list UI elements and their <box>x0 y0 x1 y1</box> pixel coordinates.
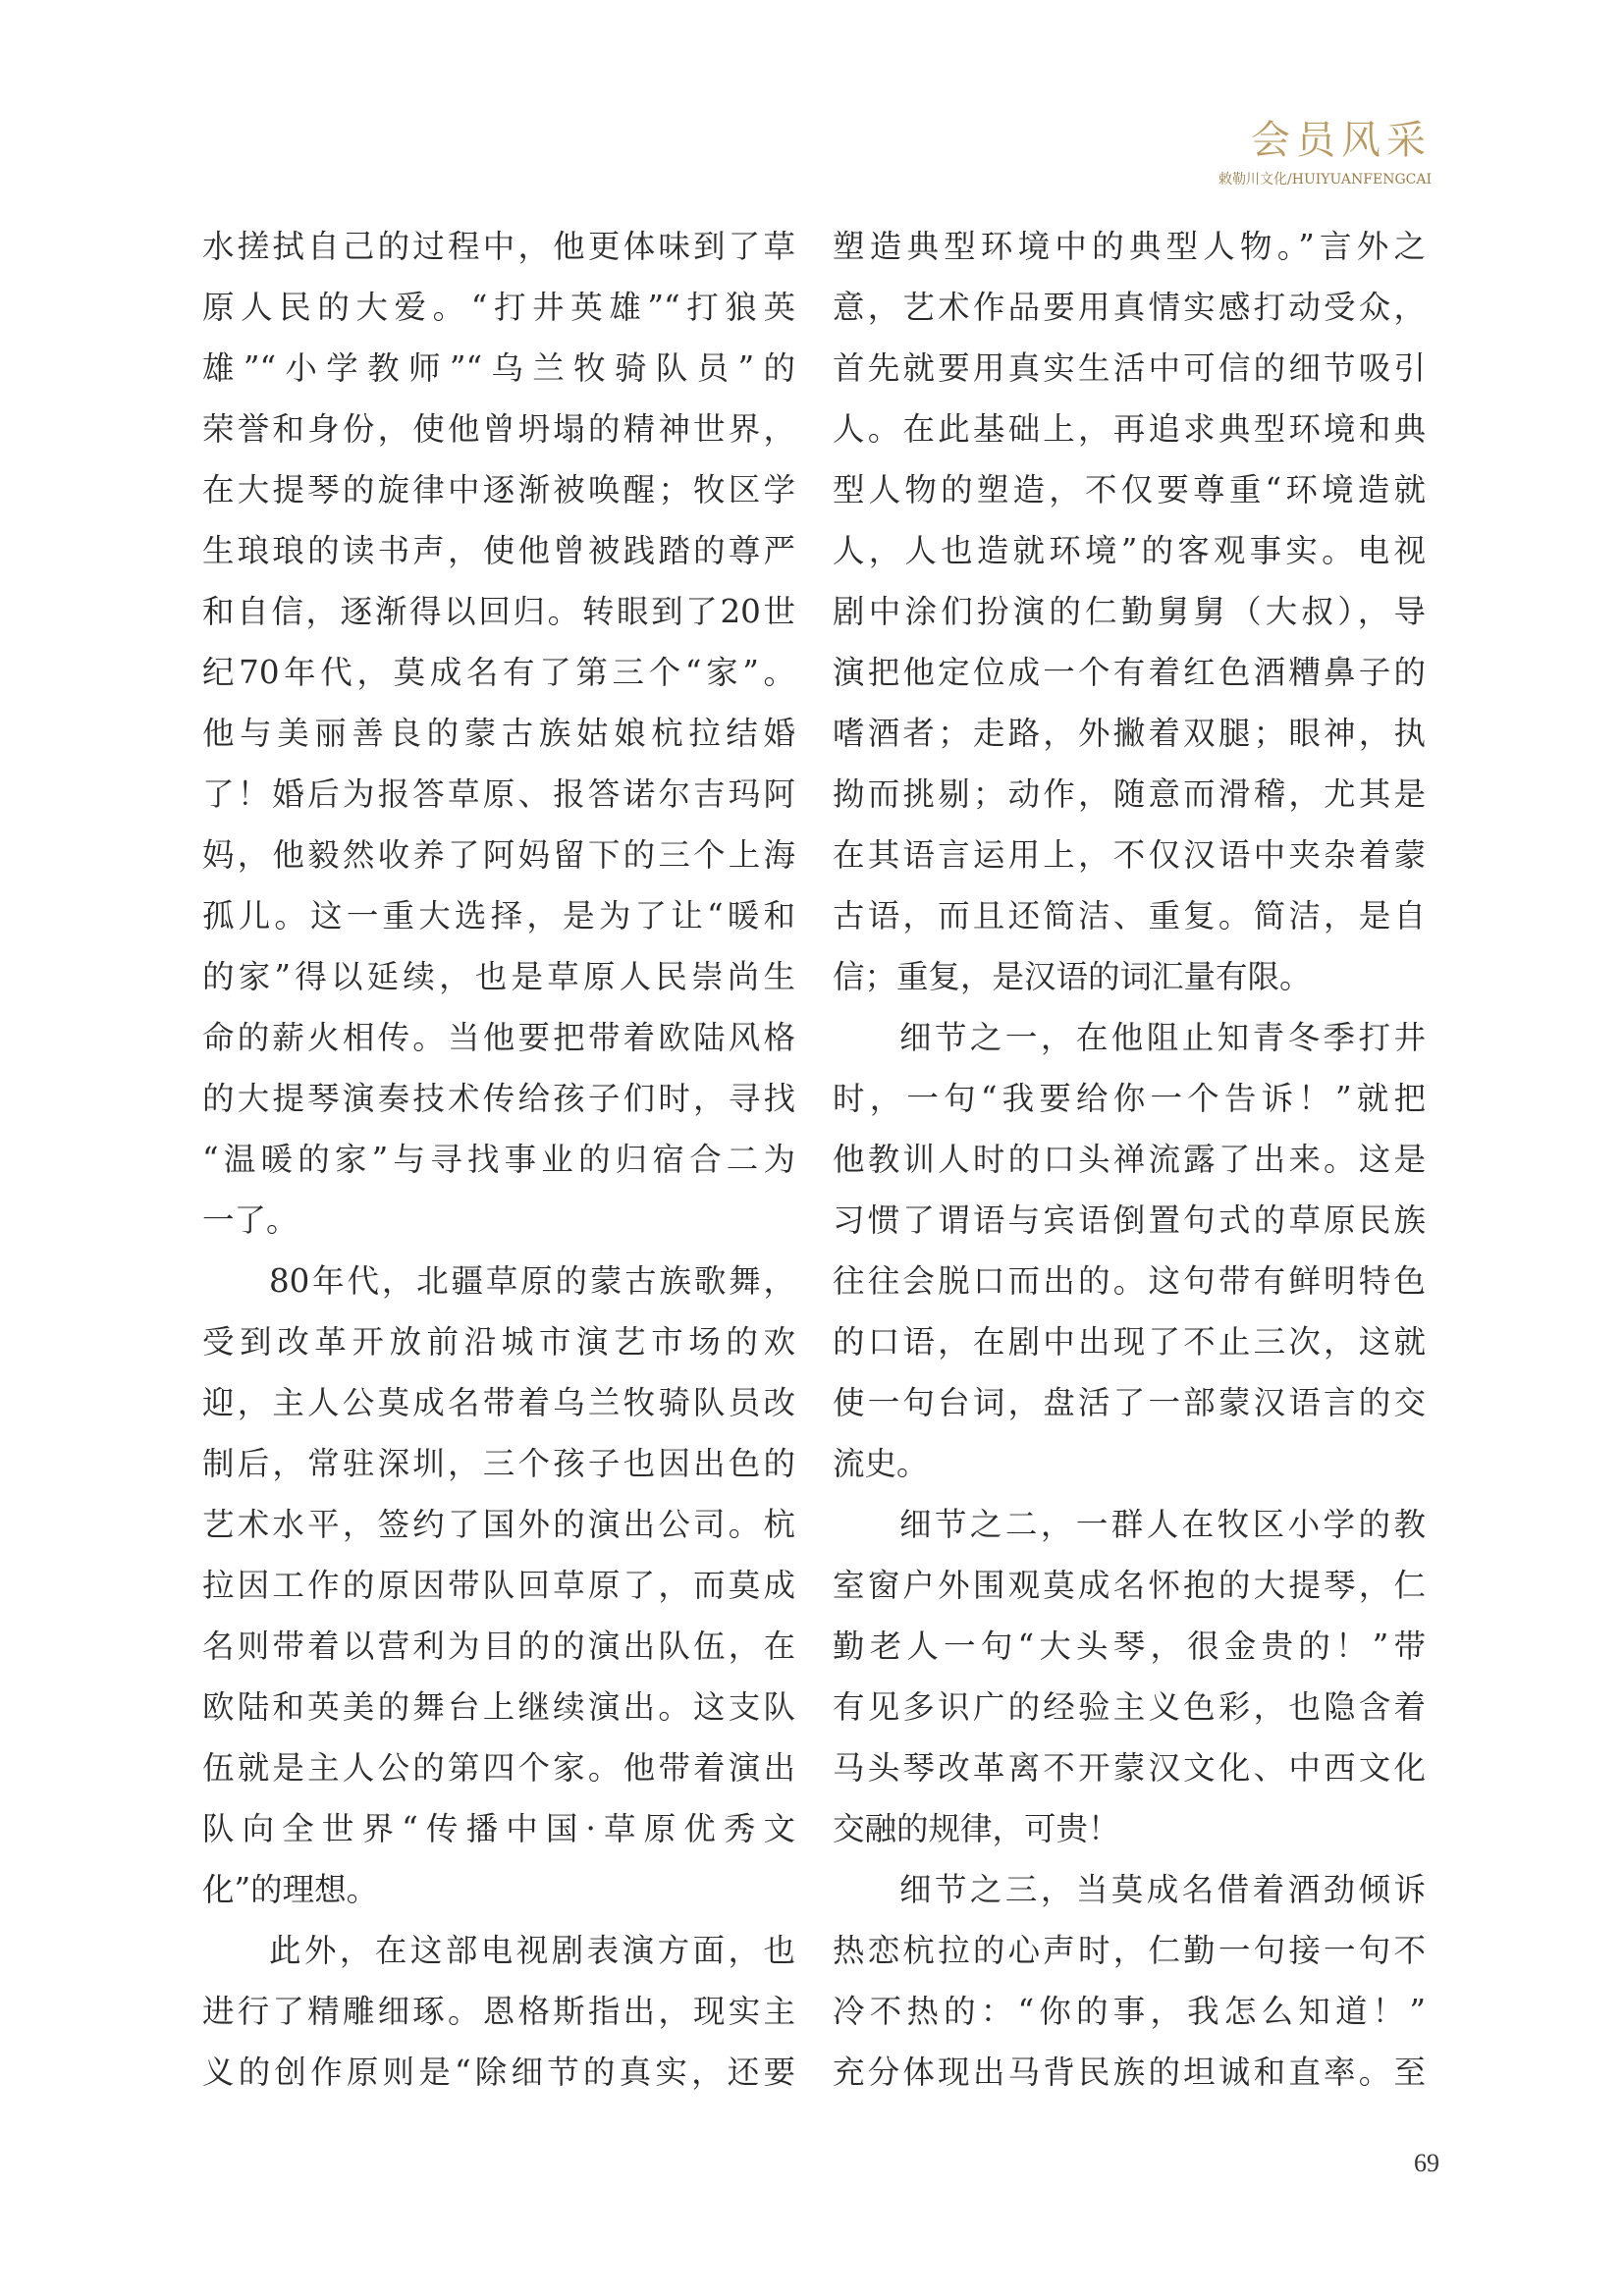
text-line: 马头琴改革离不开蒙汉文化、中西文化 <box>833 1749 1426 1787</box>
text-line: 室窗户外围观莫成名怀抱的大提琴，仁 <box>833 1567 1426 1604</box>
text-line: 他与美丽善良的蒙古族姑娘杭拉结婚 <box>202 715 795 752</box>
text-line: 型人物的塑造，不仅要尊重“环境造就 <box>833 471 1426 508</box>
text-line: 的家”得以延续，也是草原人民崇尚生 <box>202 958 795 995</box>
paragraph-start-line: 细节之一，在他阻止知青冬季打井 <box>899 1019 1426 1056</box>
text-line: 充分体现出马背民族的坦诚和直率。至 <box>833 2054 1426 2091</box>
section-subtitle: 敕勒川文化/HUIYUANFENGCAI <box>1218 172 1432 187</box>
text-line: 首先就要用真实生活中可信的细节吸引 <box>833 349 1426 387</box>
text-line: 意，艺术作品要用真情实感打动受众， <box>833 289 1426 326</box>
text-line: 勤老人一句“大头琴，很金贵的！”带 <box>833 1628 1426 1665</box>
right-text-column <box>833 216 1426 2103</box>
text-line: 了！婚后为报答草原、报答诺尔吉玛阿 <box>202 775 795 813</box>
text-line: 伍就是主人公的第四个家。他带着演出 <box>202 1749 795 1787</box>
text-line: 往往会脱口而出的。这句带有鲜明特色 <box>833 1262 1426 1300</box>
text-line: 时，一句“我要给你一个告诉！”就把 <box>833 1080 1426 1117</box>
text-line: 有见多识广的经验主义色彩，也隐含着 <box>833 1688 1426 1726</box>
text-line: 义的创作原则是“除细节的真实，还要 <box>202 2054 795 2091</box>
text-line: 命的薪火相传。当他要把带着欧陆风格 <box>202 1019 795 1056</box>
text-line: 拉因工作的原因带队回草原了，而莫成 <box>202 1567 795 1604</box>
page-header <box>1218 116 1432 188</box>
text-line: 嗜酒者；走路，外撇着双腿；眼神，执 <box>833 715 1426 752</box>
text-line: 流史。 <box>833 1445 929 1482</box>
text-line: 古语，而且还简洁、重复。简洁，是自 <box>833 897 1426 934</box>
text-line: 纪70年代，莫成名有了第三个“家”。 <box>202 654 795 691</box>
text-line: 迎，主人公莫成名带着乌兰牧骑队员改 <box>202 1384 795 1421</box>
page-number: 69 <box>1414 2149 1439 2177</box>
text-line: 雄”“小学教师”“乌兰牧骑队员”的 <box>202 349 795 387</box>
section-title: 会员风采 <box>1251 118 1432 163</box>
text-line: 生琅琅的读书声，使他曾被践踏的尊严 <box>202 532 795 569</box>
text-line: 一了。 <box>202 1201 298 1239</box>
text-line: 信；重复，是汉语的词汇量有限。 <box>833 958 1312 995</box>
text-line: 队向全世界“传播中国·草原优秀文 <box>202 1810 795 1847</box>
text-line: 剧中涂们扮演的仁勤舅舅（大叔），导 <box>833 593 1426 630</box>
text-line: 荣誉和身份，使他曾坍塌的精神世界， <box>202 410 795 448</box>
text-line: 热恋杭拉的心声时，仁勤一句接一句不 <box>833 1932 1426 1969</box>
text-line: 和自信，逐渐得以回归。转眼到了20世 <box>202 593 795 630</box>
paragraph-start-line: 此外，在这部电视剧表演方面，也 <box>269 1932 795 1969</box>
text-line: 使一句台词，盘活了一部蒙汉语言的交 <box>833 1384 1426 1421</box>
text-line: “温暖的家”与寻找事业的归宿合二为 <box>202 1141 795 1178</box>
text-line: 交融的规律，可贵！ <box>833 1810 1120 1847</box>
text-line: 在大提琴的旋律中逐渐被唤醒；牧区学 <box>202 471 795 508</box>
paragraph-start-line: 80年代，北疆草原的蒙古族歌舞， <box>269 1262 795 1300</box>
text-line: 原人民的大爱。“打井英雄”“打狼英 <box>202 289 795 326</box>
text-line: 的口语，在剧中出现了不止三次，这就 <box>833 1323 1426 1361</box>
text-line: 塑造典型环境中的典型人物。”言外之 <box>833 228 1426 265</box>
text-line: 人，人也造就环境”的客观事实。电视 <box>833 532 1426 569</box>
text-line: 受到改革开放前沿城市演艺市场的欢 <box>202 1323 795 1361</box>
left-text-column <box>202 216 795 2103</box>
text-line: 进行了精雕细琢。恩格斯指出，现实主 <box>202 1993 795 2030</box>
text-line: 冷不热的：“你的事，我怎么知道！” <box>833 1993 1426 2030</box>
text-line: 水搓拭自己的过程中，他更体味到了草 <box>202 228 795 265</box>
text-line: 拗而挑剔；动作，随意而滑稽，尤其是 <box>833 775 1426 813</box>
text-line: 孤儿。这一重大选择，是为了让“暖和 <box>202 897 795 934</box>
paragraph-start-line: 细节之二，一群人在牧区小学的教 <box>899 1506 1426 1543</box>
text-line: 的大提琴演奏技术传给孩子们时，寻找 <box>202 1080 795 1117</box>
text-line: 名则带着以营利为目的的演出队伍，在 <box>202 1628 795 1665</box>
text-line: 在其语言运用上，不仅汉语中夹杂着蒙 <box>833 836 1426 874</box>
text-line: 习惯了谓语与宾语倒置句式的草原民族 <box>833 1201 1426 1239</box>
paragraph-start-line: 细节之三，当莫成名借着酒劲倾诉 <box>899 1871 1426 1908</box>
text-line: 艺术水平，签约了国外的演出公司。杭 <box>202 1506 795 1543</box>
text-line: 他教训人时的口头禅流露了出来。这是 <box>833 1141 1426 1178</box>
text-line: 妈，他毅然收养了阿妈留下的三个上海 <box>202 836 795 874</box>
text-line: 人。在此基础上，再追求典型环境和典 <box>833 410 1426 448</box>
text-line: 制后，常驻深圳，三个孩子也因出色的 <box>202 1445 795 1482</box>
text-line: 欧陆和英美的舞台上继续演出。这支队 <box>202 1688 795 1726</box>
text-line: 化”的理想。 <box>202 1871 379 1908</box>
text-line: 演把他定位成一个有着红色酒糟鼻子的 <box>833 654 1426 691</box>
